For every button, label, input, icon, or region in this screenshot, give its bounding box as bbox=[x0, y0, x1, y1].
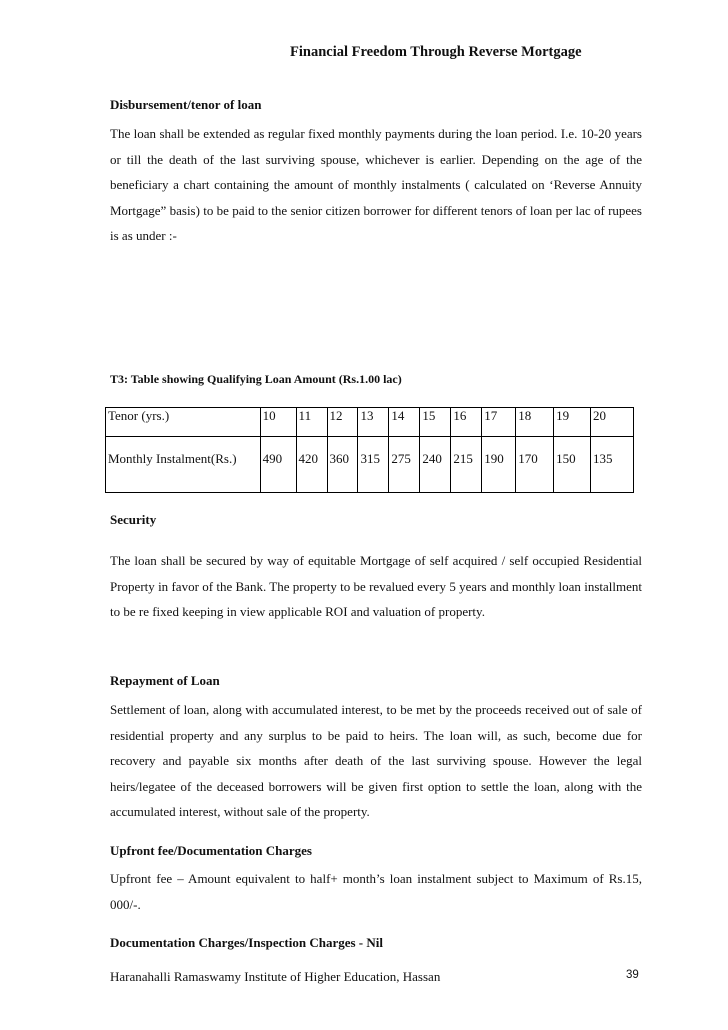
instalment-cell: 150 bbox=[554, 437, 591, 493]
disbursement-paragraph: The loan shall be extended as regular fixed monthly payments during the loan period. I.e. 10-20 years or till the death of the last surviving spouse, whichever is earlier. Depending on the age of the beneficiary a chart containing the amount of monthly instalments ( calculated on ‘Reverse Annuity Mortgage” basis) to be paid to the senior citizen borrower for different tenors of loan per lac of rupees is as under :- bbox=[110, 126, 642, 243]
instalment-cell: 275 bbox=[389, 437, 420, 493]
instalment-cell: 135 bbox=[591, 437, 634, 493]
tenor-cell: 13 bbox=[358, 408, 389, 437]
instalment-cell: 215 bbox=[451, 437, 482, 493]
instalment-cell: 170 bbox=[516, 437, 554, 493]
loan-table bbox=[105, 407, 634, 493]
instalment-cell: 490 bbox=[260, 437, 296, 493]
tenor-cell: 11 bbox=[296, 408, 327, 437]
instalment-cell: 315 bbox=[358, 437, 389, 493]
tenor-cell: 10 bbox=[260, 408, 296, 437]
security-heading: Security bbox=[110, 512, 157, 527]
tenor-cell: 17 bbox=[482, 408, 516, 437]
repayment-paragraph: Settlement of loan, along with accumulated interest, to be met by the proceeds received out of sale of residential property and any surplus to be paid to heirs. The loan will, as such, become due for recovery and payable six months after death of the last surviving spouse. However the legal heirs/legatee of the deceased borrowers will be given first option to settle the loan, along with the accumulated interest, without sale of the property. bbox=[110, 702, 642, 819]
tenor-cell: 20 bbox=[591, 408, 634, 437]
security-paragraph: The loan shall be secured by way of equitable Mortgage of self acquired / self occupied Residential Property in favor of the Bank. The property to be revalued every 5 years and monthly loan installment to be re fixed keeping in view applicable ROI and valuation of property. bbox=[110, 553, 642, 619]
page-header-title: Financial Freedom Through Reverse Mortgage bbox=[290, 44, 582, 60]
disbursement-heading: Disbursement/tenor of loan bbox=[110, 97, 262, 112]
instalment-cell: 190 bbox=[482, 437, 516, 493]
tenor-row bbox=[106, 408, 634, 437]
instalment-cell: 420 bbox=[296, 437, 327, 493]
page-number: 39 bbox=[626, 969, 639, 981]
tenor-cell: 15 bbox=[420, 408, 451, 437]
tenor-cell: 12 bbox=[327, 408, 358, 437]
tenor-cell: 14 bbox=[389, 408, 420, 437]
documentation-heading: Documentation Charges/Inspection Charges - Nil bbox=[110, 935, 383, 950]
tenor-cell: 18 bbox=[516, 408, 554, 437]
repayment-heading: Repayment of Loan bbox=[110, 673, 220, 688]
instalment-cell: 240 bbox=[420, 437, 451, 493]
tenor-label-cell: Tenor (yrs.) bbox=[106, 408, 261, 437]
instalment-cell: 360 bbox=[327, 437, 358, 493]
upfront-heading: Upfront fee/Documentation Charges bbox=[110, 843, 312, 858]
footer-institute: Haranahalli Ramaswamy Institute of Higher Education, Hassan bbox=[110, 969, 441, 984]
instalment-label-cell: Monthly Instalment(Rs.) bbox=[106, 437, 261, 493]
upfront-paragraph: Upfront fee – Amount equivalent to half+ month’s loan instalment subject to Maximum of Rs.15, 000/-. bbox=[110, 871, 642, 912]
tenor-cell: 16 bbox=[451, 408, 482, 437]
instalment-row bbox=[106, 437, 634, 493]
table-caption: T3: Table showing Qualifying Loan Amount (Rs.1.00 lac) bbox=[110, 372, 402, 386]
tenor-cell: 19 bbox=[554, 408, 591, 437]
